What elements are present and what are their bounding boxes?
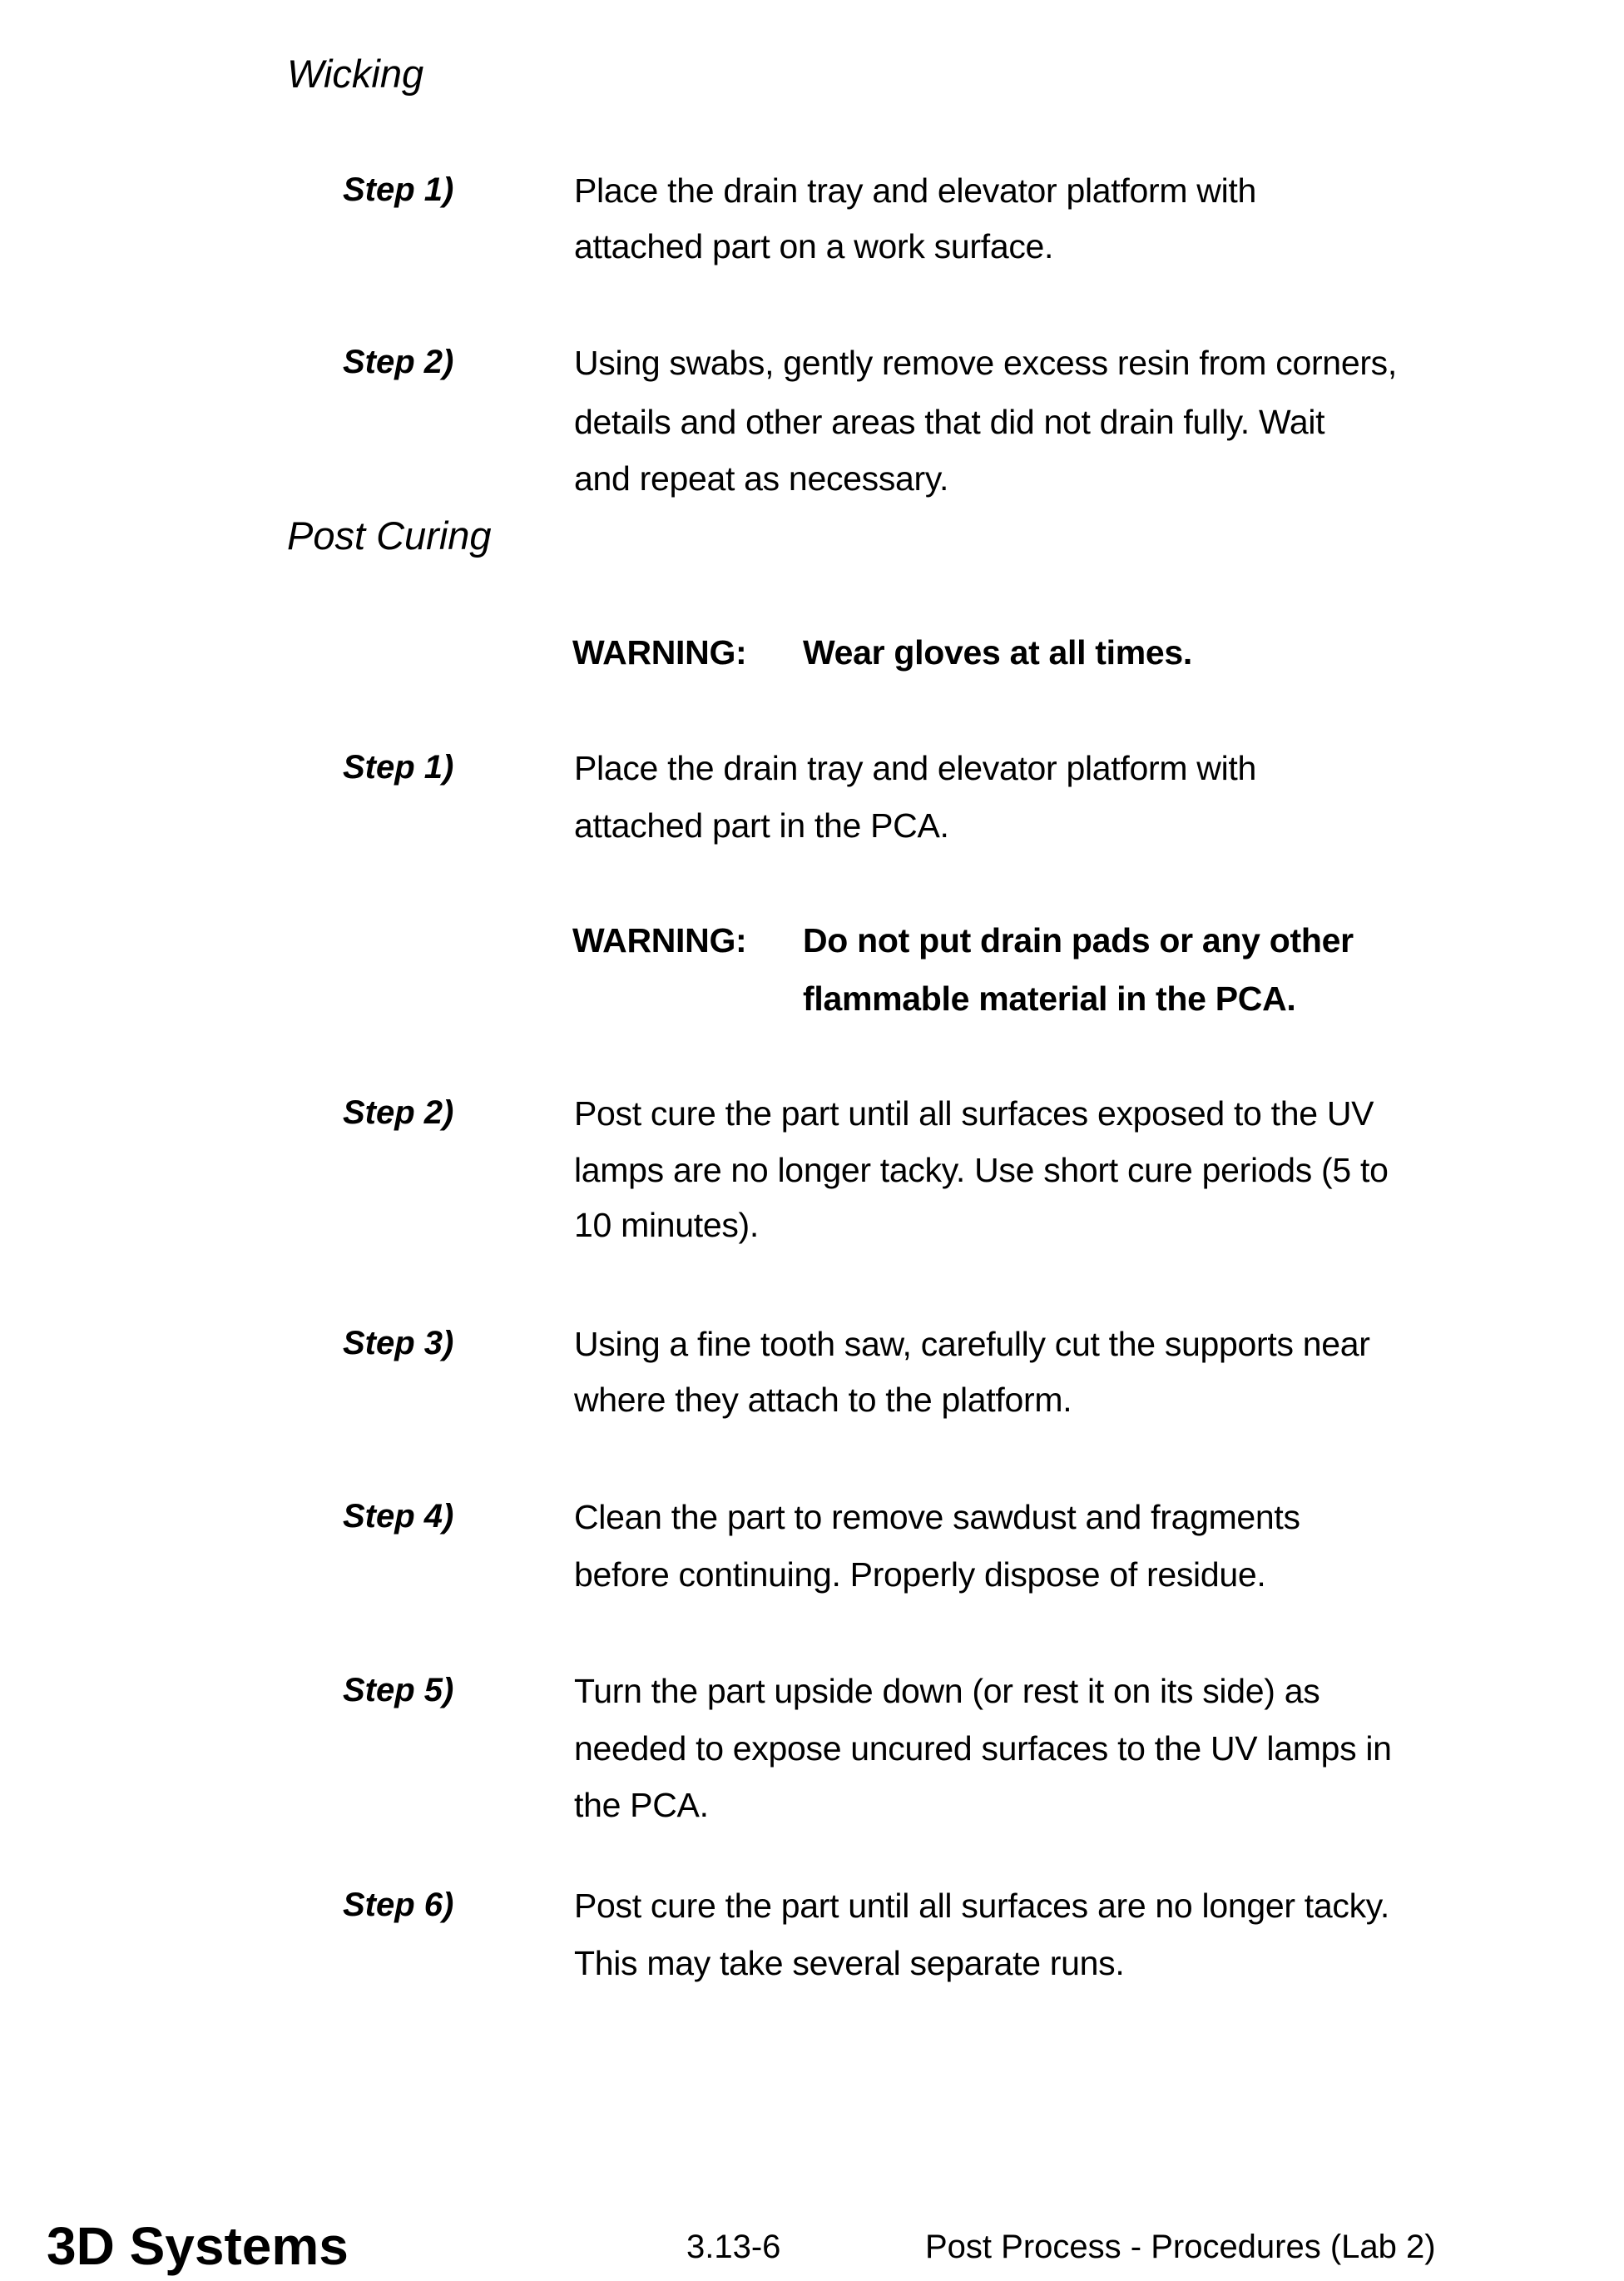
section-heading: Wicking [287, 51, 423, 97]
step-text-line: the PCA. [574, 1786, 709, 1825]
step-label: Step 6) [343, 1887, 453, 1924]
step-label: Step 3) [343, 1325, 453, 1362]
step-text-line: Place the drain tray and elevator platform with [574, 171, 1256, 211]
step-label: Step 2) [343, 344, 453, 381]
step-label: Step 1) [343, 171, 453, 209]
step-label: Step 4) [343, 1498, 453, 1535]
footer-section-title: Post Process - Procedures (Lab 2) [925, 2229, 1436, 2266]
step-text-line: lamps are no longer tacky. Use short cure periods (5 to [574, 1151, 1389, 1190]
step-text-line: attached part in the PCA. [574, 806, 949, 845]
step-text-line: Place the drain tray and elevator platform with [574, 749, 1256, 788]
section-heading: Post Curing [287, 513, 492, 558]
step-text-line: 10 minutes). [574, 1206, 759, 1245]
step-text-line: and repeat as necessary. [574, 459, 948, 498]
footer-brand: 3D Systems [47, 2215, 349, 2277]
footer-page-number: 3.13-6 [686, 2229, 780, 2266]
warning-text-line: Wear gloves at all times. [803, 633, 1192, 672]
step-label: Step 2) [343, 1094, 453, 1132]
step-text-line: where they attach to the platform. [574, 1381, 1072, 1420]
step-text-line: before continuing. Properly dispose of residue. [574, 1555, 1265, 1594]
step-text-line: This may take several separate runs. [574, 1944, 1124, 1983]
step-label: Step 5) [343, 1672, 453, 1709]
warning-label: WARNING: [572, 921, 746, 960]
step-text-line: needed to expose uncured surfaces to the UV lamps in [574, 1729, 1392, 1768]
step-text-line: Using a fine tooth saw, carefully cut the supports near [574, 1325, 1370, 1364]
warning-text-line: flammable material in the PCA. [803, 979, 1296, 1019]
step-text-line: Using swabs, gently remove excess resin from corners, [574, 344, 1397, 383]
step-text-line: details and other areas that did not drain fully. Wait [574, 403, 1324, 442]
warning-text-line: Do not put drain pads or any other [803, 921, 1354, 960]
warning-label: WARNING: [572, 633, 746, 672]
step-text-line: Post cure the part until all surfaces are no longer tacky. [574, 1887, 1389, 1926]
step-text-line: Post cure the part until all surfaces exposed to the UV [574, 1094, 1374, 1133]
step-text-line: Turn the part upside down (or rest it on its side) as [574, 1672, 1320, 1711]
step-label: Step 1) [343, 749, 453, 786]
step-text-line: attached part on a work surface. [574, 227, 1053, 266]
step-text-line: Clean the part to remove sawdust and fragments [574, 1498, 1300, 1537]
